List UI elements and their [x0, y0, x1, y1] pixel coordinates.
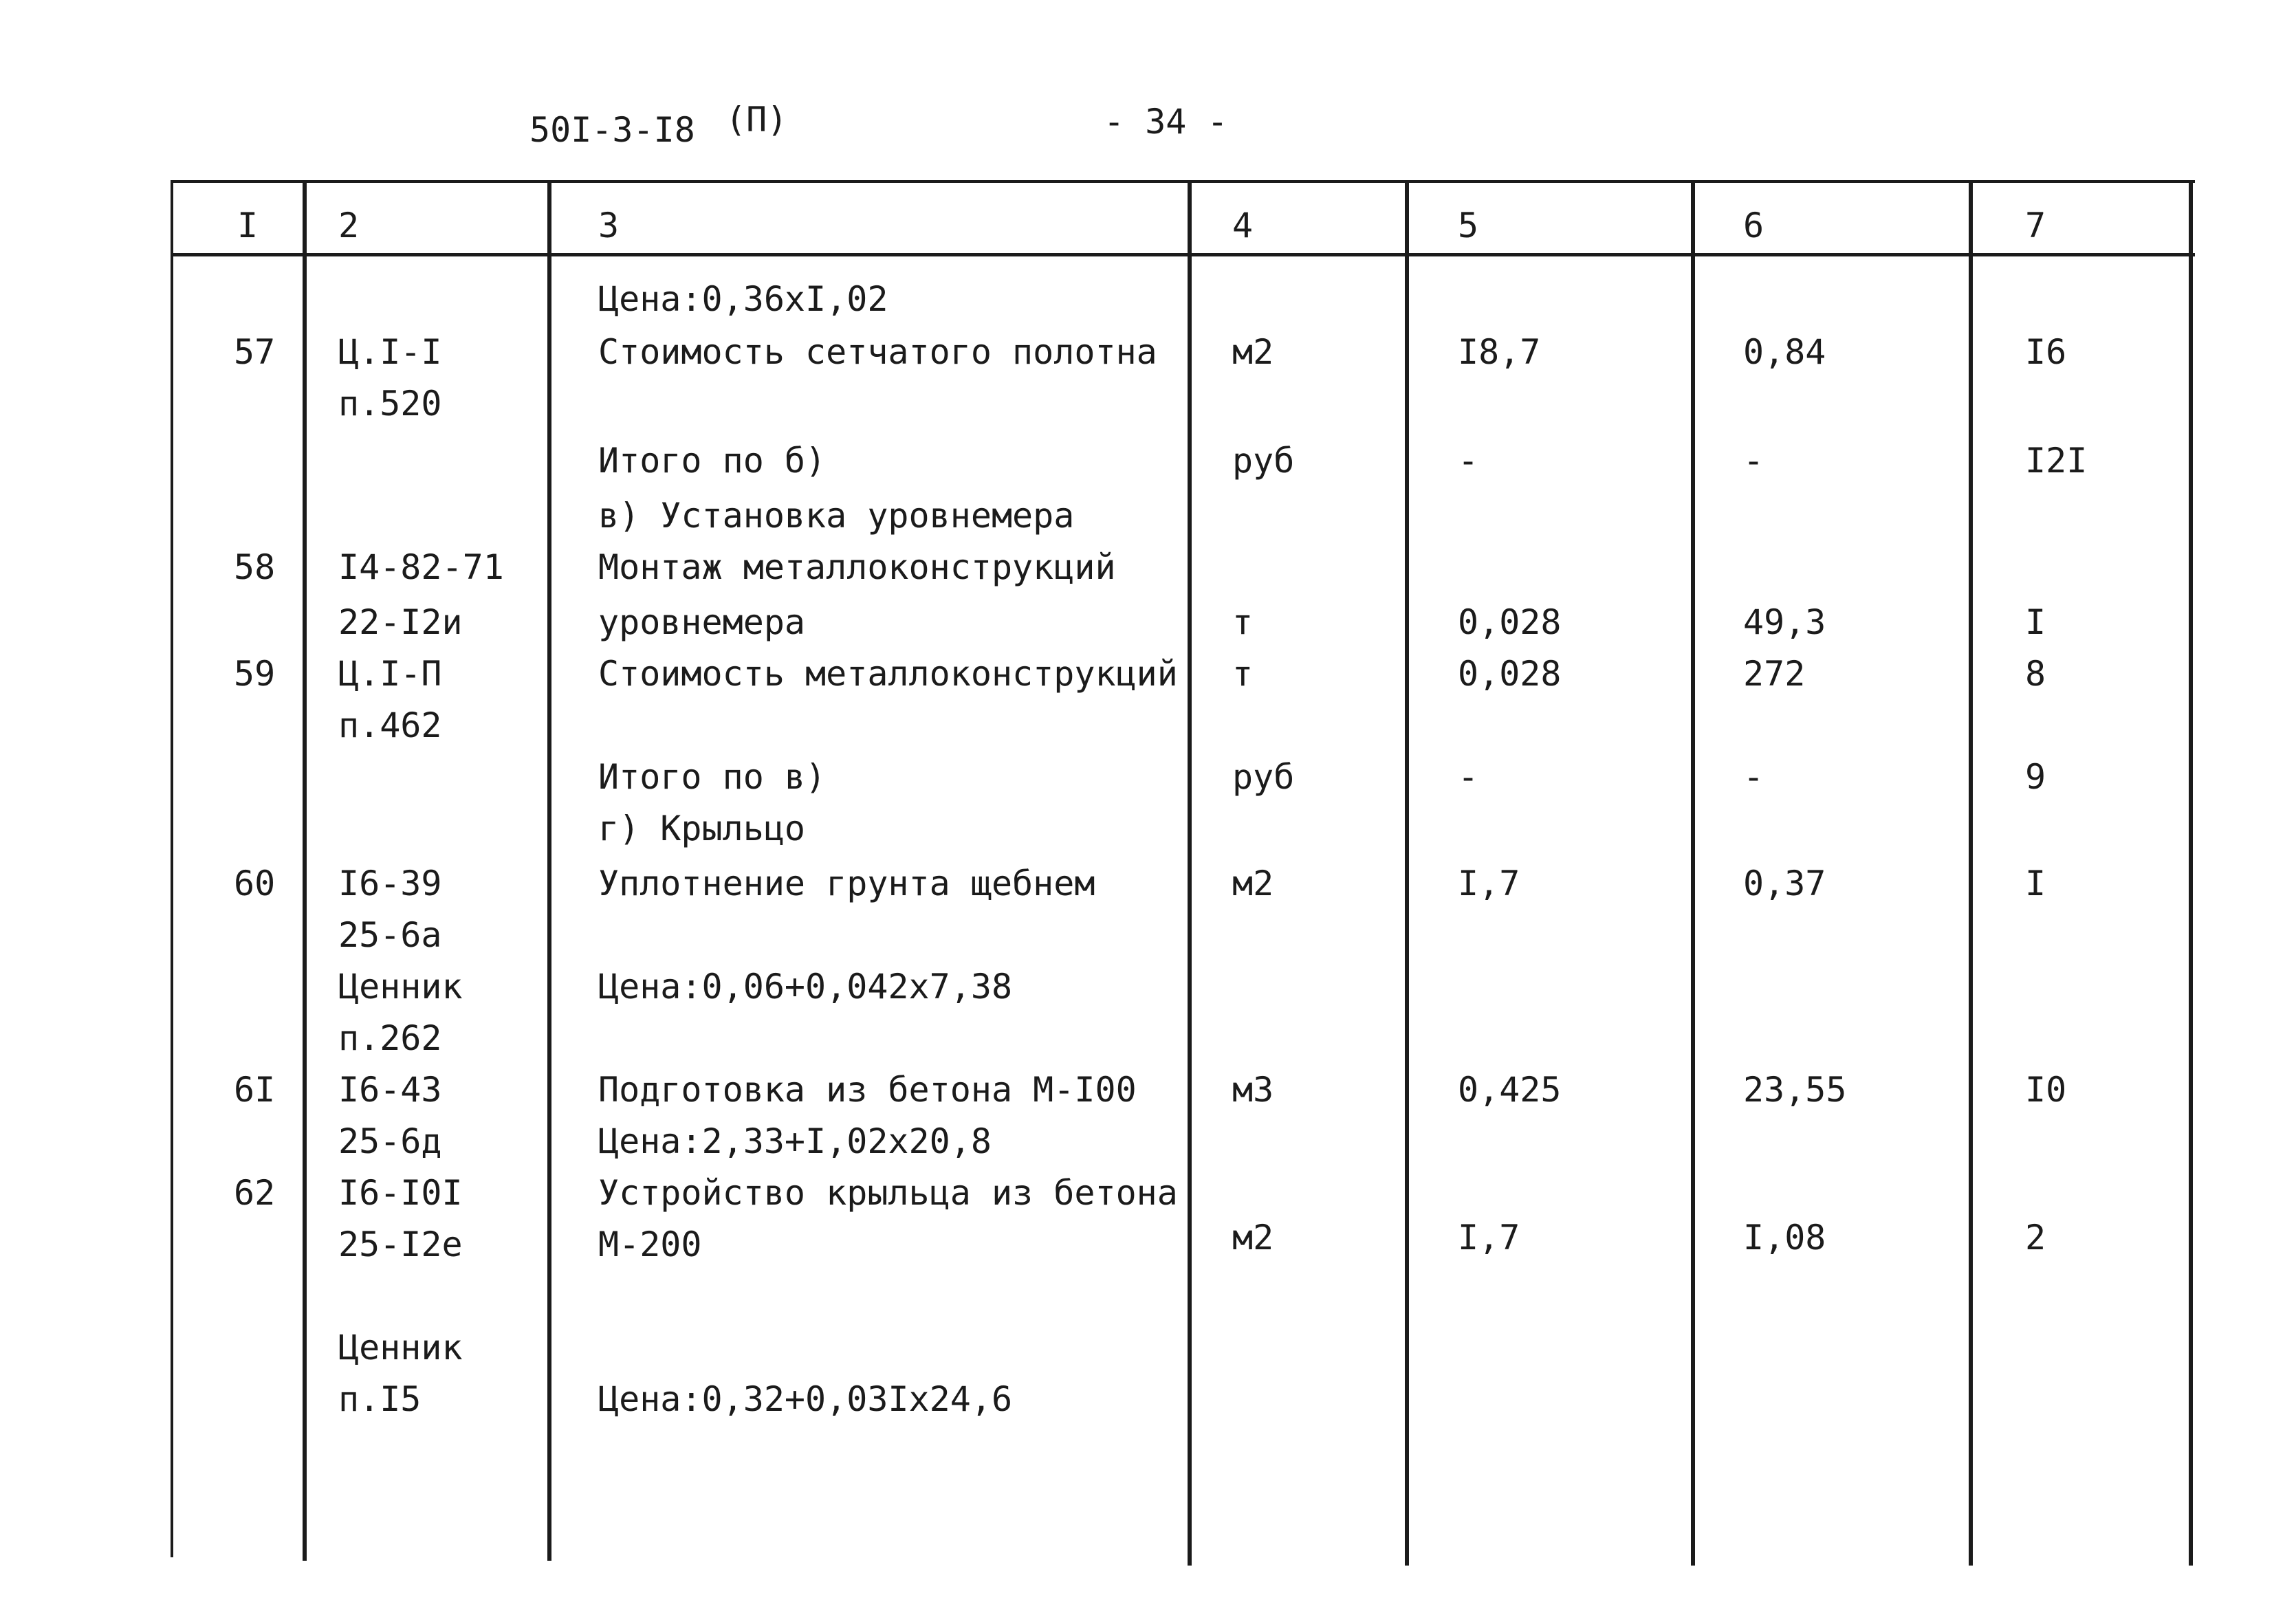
page-number: - 34 - — [1104, 102, 1228, 142]
quantity-cell: I8,7 — [1458, 332, 1541, 372]
reference-code-cell: Ценник — [338, 967, 463, 1007]
total-cost-cell: I — [2025, 864, 2046, 903]
quantity-cell: - — [1458, 757, 1479, 797]
reference-code-cell: I6-I0I — [338, 1173, 463, 1213]
quantity-cell: I,7 — [1458, 1218, 1520, 1258]
unit-price-cell: - — [1743, 441, 1764, 481]
unit-price-cell: 23,55 — [1743, 1070, 1847, 1110]
unit-cell: м3 — [1232, 1070, 1274, 1110]
unit-cell: т — [1232, 602, 1254, 642]
column-header: I — [237, 206, 259, 245]
reference-code-cell: I4-82-71 — [338, 547, 504, 587]
description-cell: Стоимость сетчатого полотна — [598, 332, 1157, 372]
row-number-cell: 6I — [234, 1070, 276, 1110]
description-cell: М-200 — [598, 1225, 702, 1264]
reference-code-cell: Ценник — [338, 1328, 463, 1368]
table-top-border — [171, 180, 2195, 183]
column-divider — [2189, 182, 2193, 1566]
unit-price-cell: - — [1743, 757, 1764, 797]
reference-code-cell: 22-I2и — [338, 602, 463, 642]
reference-code-cell: п.520 — [338, 384, 442, 424]
description-cell: Стоимость металлоконструкций — [598, 654, 1178, 694]
row-number-cell: 57 — [234, 332, 276, 372]
column-divider — [1405, 182, 1409, 1566]
reference-code-cell: Ц.I-I — [338, 332, 442, 372]
row-number-cell: 58 — [234, 547, 276, 587]
reference-code-cell: 25-I2е — [338, 1225, 463, 1264]
unit-price-cell: 49,3 — [1743, 602, 1826, 642]
column-divider — [547, 182, 551, 1561]
column-divider — [1188, 182, 1192, 1566]
quantity-cell: - — [1458, 441, 1479, 481]
description-cell: Подготовка из бетона М-I00 — [598, 1070, 1137, 1110]
description-cell: Цена:0,36хI,02 — [598, 279, 888, 319]
reference-code-cell: п.462 — [338, 705, 442, 745]
total-cost-cell: I — [2025, 602, 2046, 642]
description-cell: в) Установка уровнемера — [598, 496, 1075, 536]
total-cost-cell: I0 — [2025, 1070, 2067, 1110]
column-header: 5 — [1458, 206, 1479, 245]
document-part: (П) — [725, 100, 788, 140]
unit-cell: м2 — [1232, 1218, 1274, 1258]
column-divider — [303, 182, 307, 1561]
quantity-cell: 0,425 — [1458, 1070, 1562, 1110]
column-header: 7 — [2025, 206, 2046, 245]
unit-cell: т — [1232, 654, 1254, 694]
total-cost-cell: I6 — [2025, 332, 2067, 372]
description-cell: Уплотнение грунта щебнем — [598, 864, 1095, 903]
row-number-cell: 60 — [234, 864, 276, 903]
reference-code-cell: Ц.I-П — [338, 654, 442, 694]
description-cell: Итого по б) — [598, 441, 827, 481]
unit-price-cell: 0,84 — [1743, 332, 1826, 372]
quantity-cell: 0,028 — [1458, 602, 1562, 642]
description-cell: Устройство крыльца из бетона — [598, 1173, 1178, 1213]
reference-code-cell: I6-39 — [338, 864, 442, 903]
reference-code-cell: 25-6а — [338, 915, 442, 955]
reference-code-cell: п.I5 — [338, 1379, 422, 1419]
description-cell: г) Крыльцо — [598, 809, 806, 848]
column-header: 3 — [598, 206, 620, 245]
description-cell: Монтаж металлоконструкций — [598, 547, 1116, 587]
description-cell: Цена:0,32+0,03Iх24,6 — [598, 1379, 1013, 1419]
reference-code-cell: I6-43 — [338, 1070, 442, 1110]
row-number-cell: 59 — [234, 654, 276, 694]
unit-cell: м2 — [1232, 332, 1274, 372]
column-header: 6 — [1743, 206, 1764, 245]
total-cost-cell: 2 — [2025, 1218, 2046, 1258]
column-header: 4 — [1232, 206, 1254, 245]
reference-code-cell: п.262 — [338, 1018, 442, 1058]
quantity-cell: 0,028 — [1458, 654, 1562, 694]
reference-code-cell: 25-6д — [338, 1121, 442, 1161]
column-header: 2 — [338, 206, 360, 245]
document-code: 50I-3-I8 — [529, 110, 695, 150]
description-cell: Цена:0,06+0,042х7,38 — [598, 967, 1013, 1007]
quantity-cell: I,7 — [1458, 864, 1520, 903]
total-cost-cell: 9 — [2025, 757, 2046, 797]
unit-price-cell: 0,37 — [1743, 864, 1826, 903]
description-cell: Цена:2,33+I,02х20,8 — [598, 1121, 992, 1161]
column-divider — [1691, 182, 1695, 1566]
description-cell: Итого по в) — [598, 757, 827, 797]
unit-price-cell: I,08 — [1743, 1218, 1826, 1258]
total-cost-cell: 8 — [2025, 654, 2046, 694]
column-divider — [1969, 182, 1973, 1566]
unit-cell: м2 — [1232, 864, 1274, 903]
unit-cell: руб — [1232, 757, 1295, 797]
column-divider — [171, 182, 173, 1557]
row-number-cell: 62 — [234, 1173, 276, 1213]
total-cost-cell: I2I — [2025, 441, 2088, 481]
unit-price-cell: 272 — [1743, 654, 1806, 694]
unit-cell: руб — [1232, 441, 1295, 481]
header-bottom-border — [171, 253, 2195, 256]
description-cell: уровнемера — [598, 602, 806, 642]
